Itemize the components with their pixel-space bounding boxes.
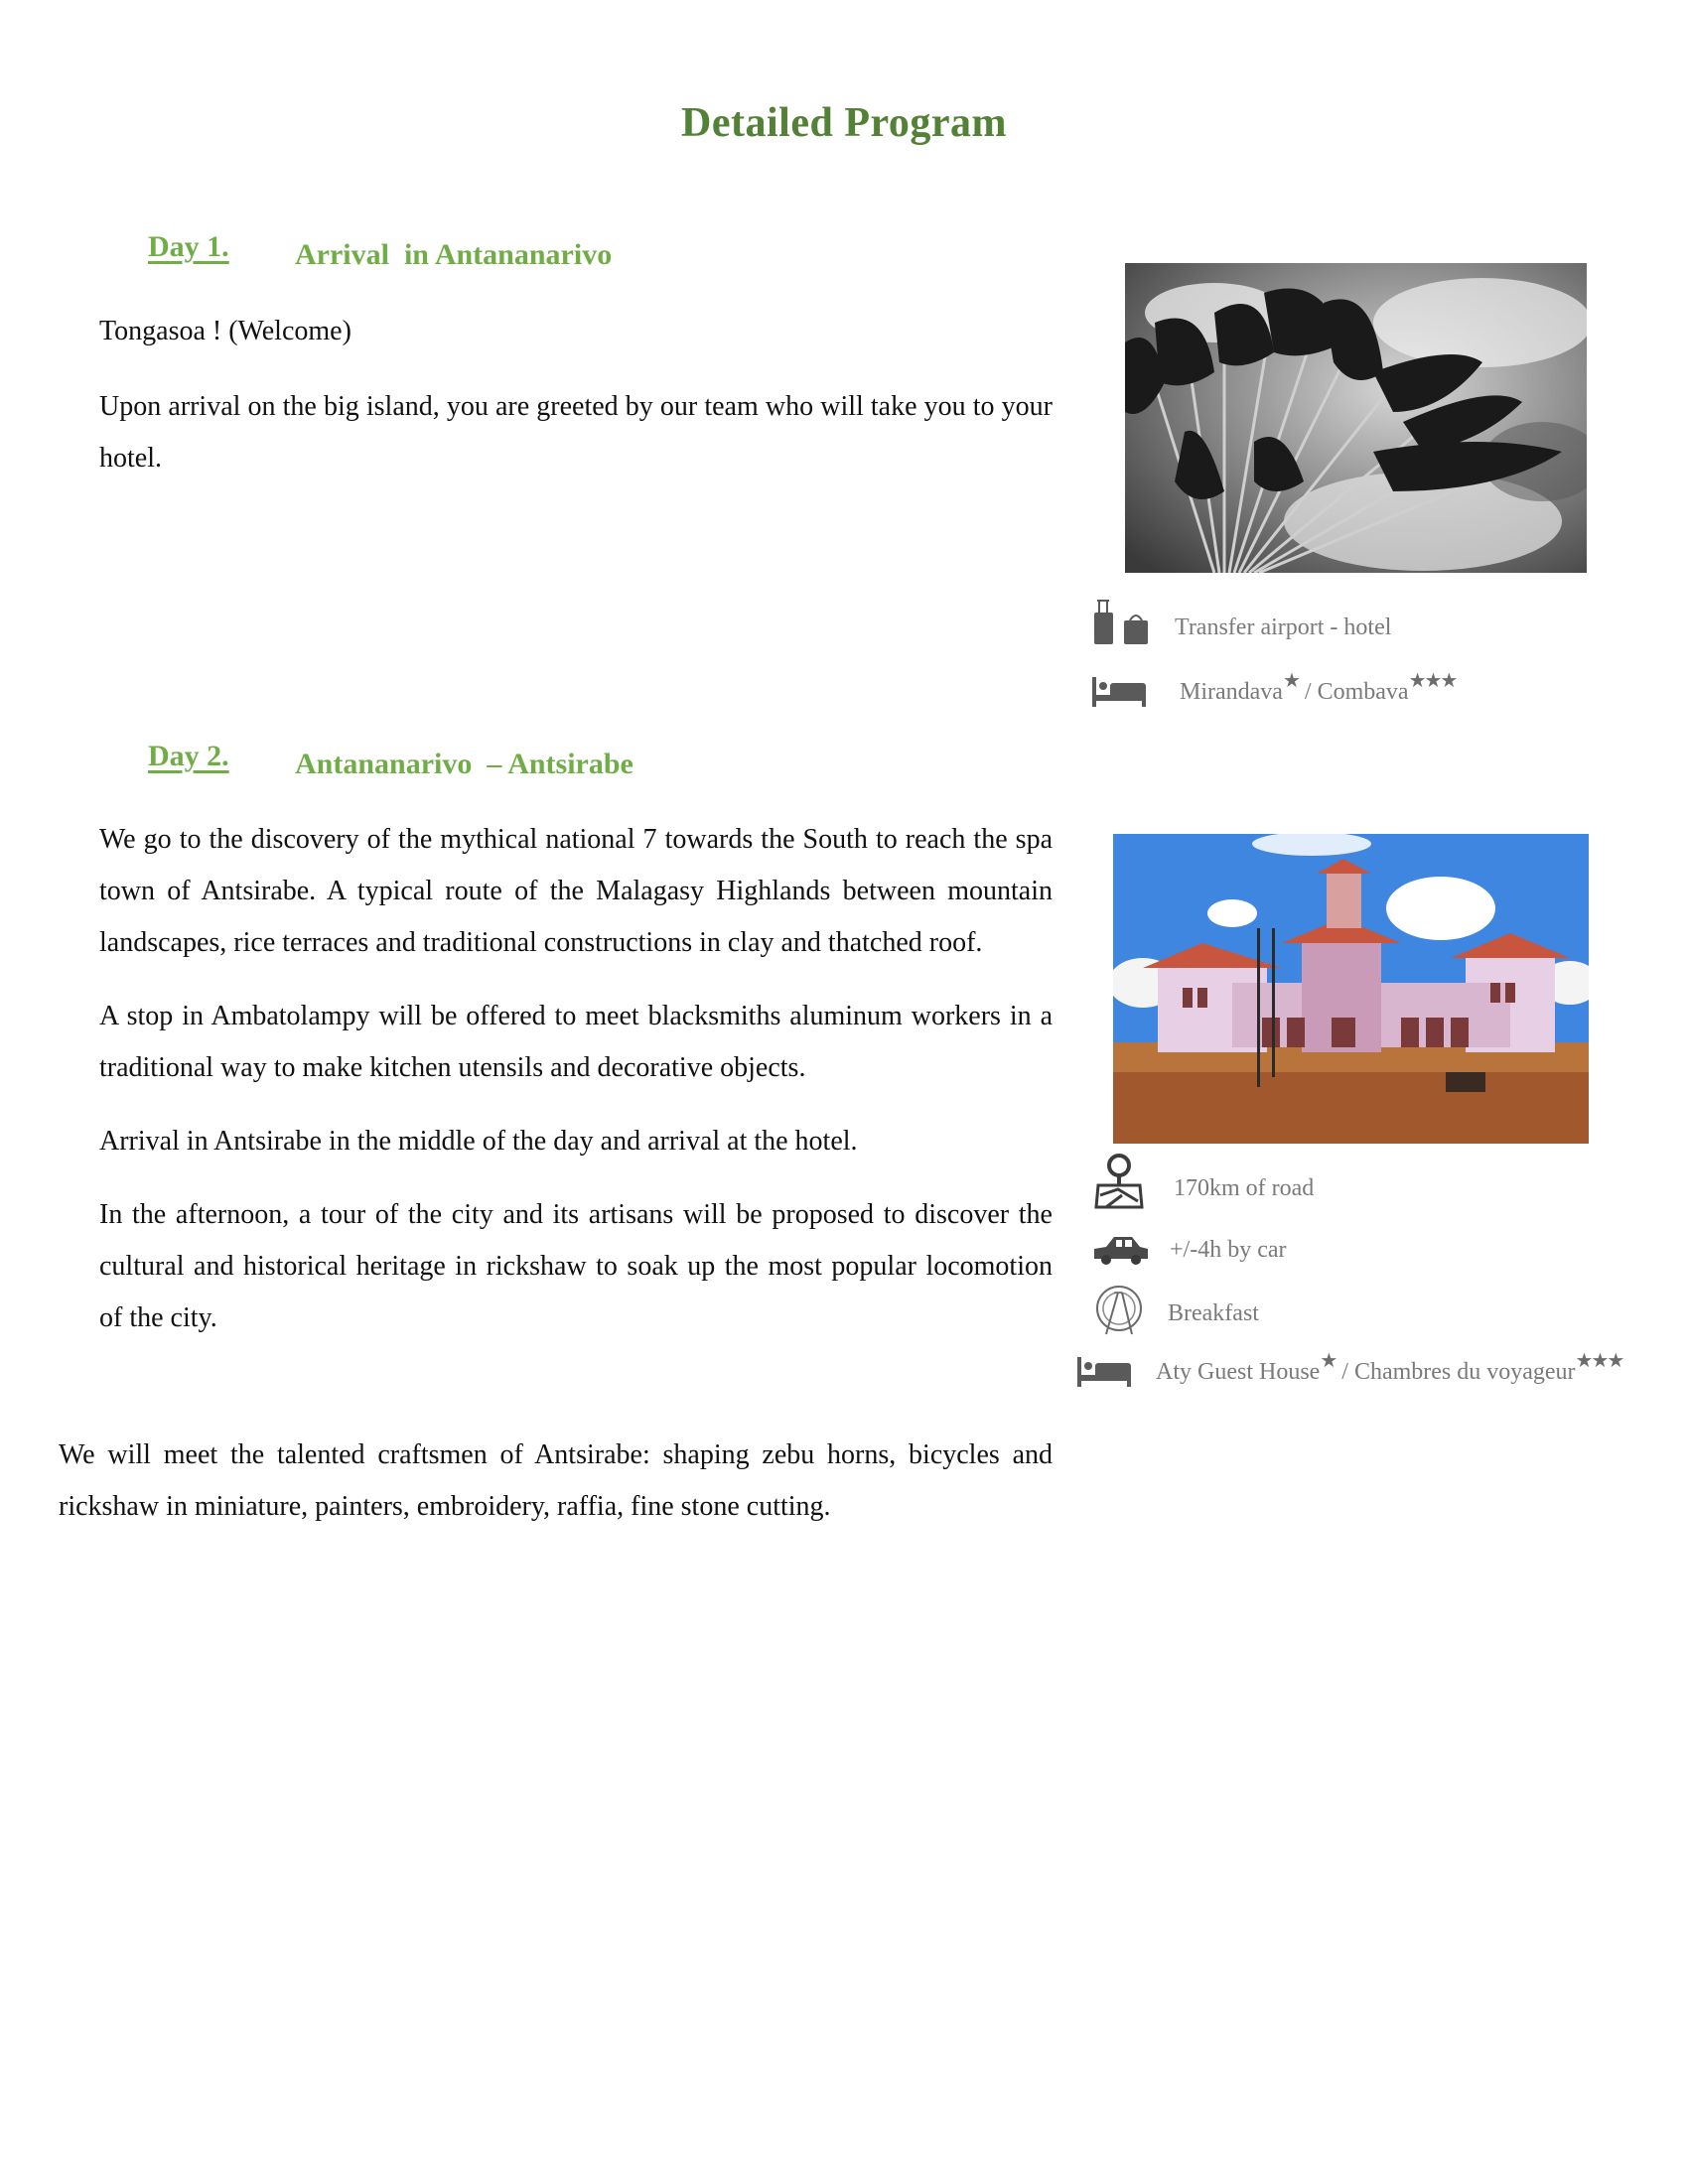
bed-icon xyxy=(1092,677,1146,707)
day-2-paragraph: We will meet the talented craftsmen of Antsirabe: shaping zebu horns, bicycles and rickshaw in miniature, painters, embroidery, raffia, fine stone cutting. xyxy=(59,1439,1053,1522)
hotel-separator: / xyxy=(1298,679,1318,705)
day-2-paragraph: In the afternoon, a tour of the city and its artisans will be proposed to discover the cultural and historical heritage in rickshaw to soak up the most popular locomotion of the city. xyxy=(99,1199,1053,1333)
hotel-2-name: Combava xyxy=(1317,679,1409,705)
day-2-craftsmen-paragraph xyxy=(59,1430,1053,1533)
day-1-label: Day 1. xyxy=(148,230,229,263)
transfer-info-row xyxy=(1092,599,1589,648)
day-2-paragraph: We go to the discovery of the mythical national 7 towards the South to reach the spa town of Antsirabe. A typical route of the Malagasy Highlands between mountain landscapes, rice terraces and traditional constructions in clay and thatched roof. xyxy=(99,824,1053,958)
day-2-paragraph: Arrival in Antsirabe in the middle of the day and arrival at the hotel. xyxy=(99,1126,858,1157)
day-1-photo xyxy=(1125,263,1587,573)
hotel-names xyxy=(1180,670,1457,706)
luggage-icon xyxy=(1092,599,1148,648)
duration-info-row xyxy=(1092,1223,1589,1273)
hotel-separator: / xyxy=(1336,1359,1354,1385)
plate-cutlery-icon xyxy=(1092,1281,1146,1336)
hotel-1-star-icon: ★ xyxy=(1282,670,1299,692)
hotel-2-name: Chambres du voyageur xyxy=(1353,1359,1576,1385)
duration-text: +/-4h by car xyxy=(1170,1237,1287,1263)
hotel-names xyxy=(1156,1350,1623,1386)
transfer-text: Transfer airport - hotel xyxy=(1175,614,1392,640)
meals-info-row xyxy=(1092,1281,1589,1336)
accommodation-info-row xyxy=(1077,1345,1673,1395)
day-1-paragraph: Tongasoa ! (Welcome) xyxy=(99,316,352,346)
day-2-photo xyxy=(1113,834,1589,1144)
palm-photo-icon xyxy=(1125,263,1587,573)
day-1-paragraph: Upon arrival on the big island, you are greeted by our team who will take you to your hotel. xyxy=(99,391,1053,474)
hotel-2-star-icon: ★★★ xyxy=(1408,670,1457,692)
distance-text: 170km of road xyxy=(1174,1175,1315,1201)
day-2-title: Antananarivo – Antsirabe xyxy=(295,748,633,780)
day-1-description xyxy=(99,306,1053,484)
day-2-description xyxy=(99,814,1053,1344)
map-pin-icon xyxy=(1092,1152,1146,1209)
page-title: Detailed Program xyxy=(681,100,1007,146)
hotel-1-name: Mirandava xyxy=(1180,679,1283,705)
day-1-title: Arrival in Antananarivo xyxy=(295,238,613,271)
day-2-label: Day 2. xyxy=(148,740,229,772)
hotel-1-star-icon: ★ xyxy=(1320,1350,1336,1372)
accommodation-info-row xyxy=(1092,667,1589,717)
bed-icon xyxy=(1077,1357,1131,1387)
distance-info-row xyxy=(1092,1152,1589,1211)
day-2-paragraph: A stop in Ambatolampy will be offered to meet blacksmiths aluminum workers in a traditional way to make kitchen utensils and decorative objects. xyxy=(99,1001,1053,1083)
hotel-1-name: Aty Guest House xyxy=(1156,1359,1321,1385)
station-photo-icon xyxy=(1113,834,1589,1144)
hotel-2-star-icon: ★★★ xyxy=(1575,1350,1623,1372)
meals-text: Breakfast xyxy=(1168,1300,1259,1326)
car-icon xyxy=(1092,1235,1150,1265)
